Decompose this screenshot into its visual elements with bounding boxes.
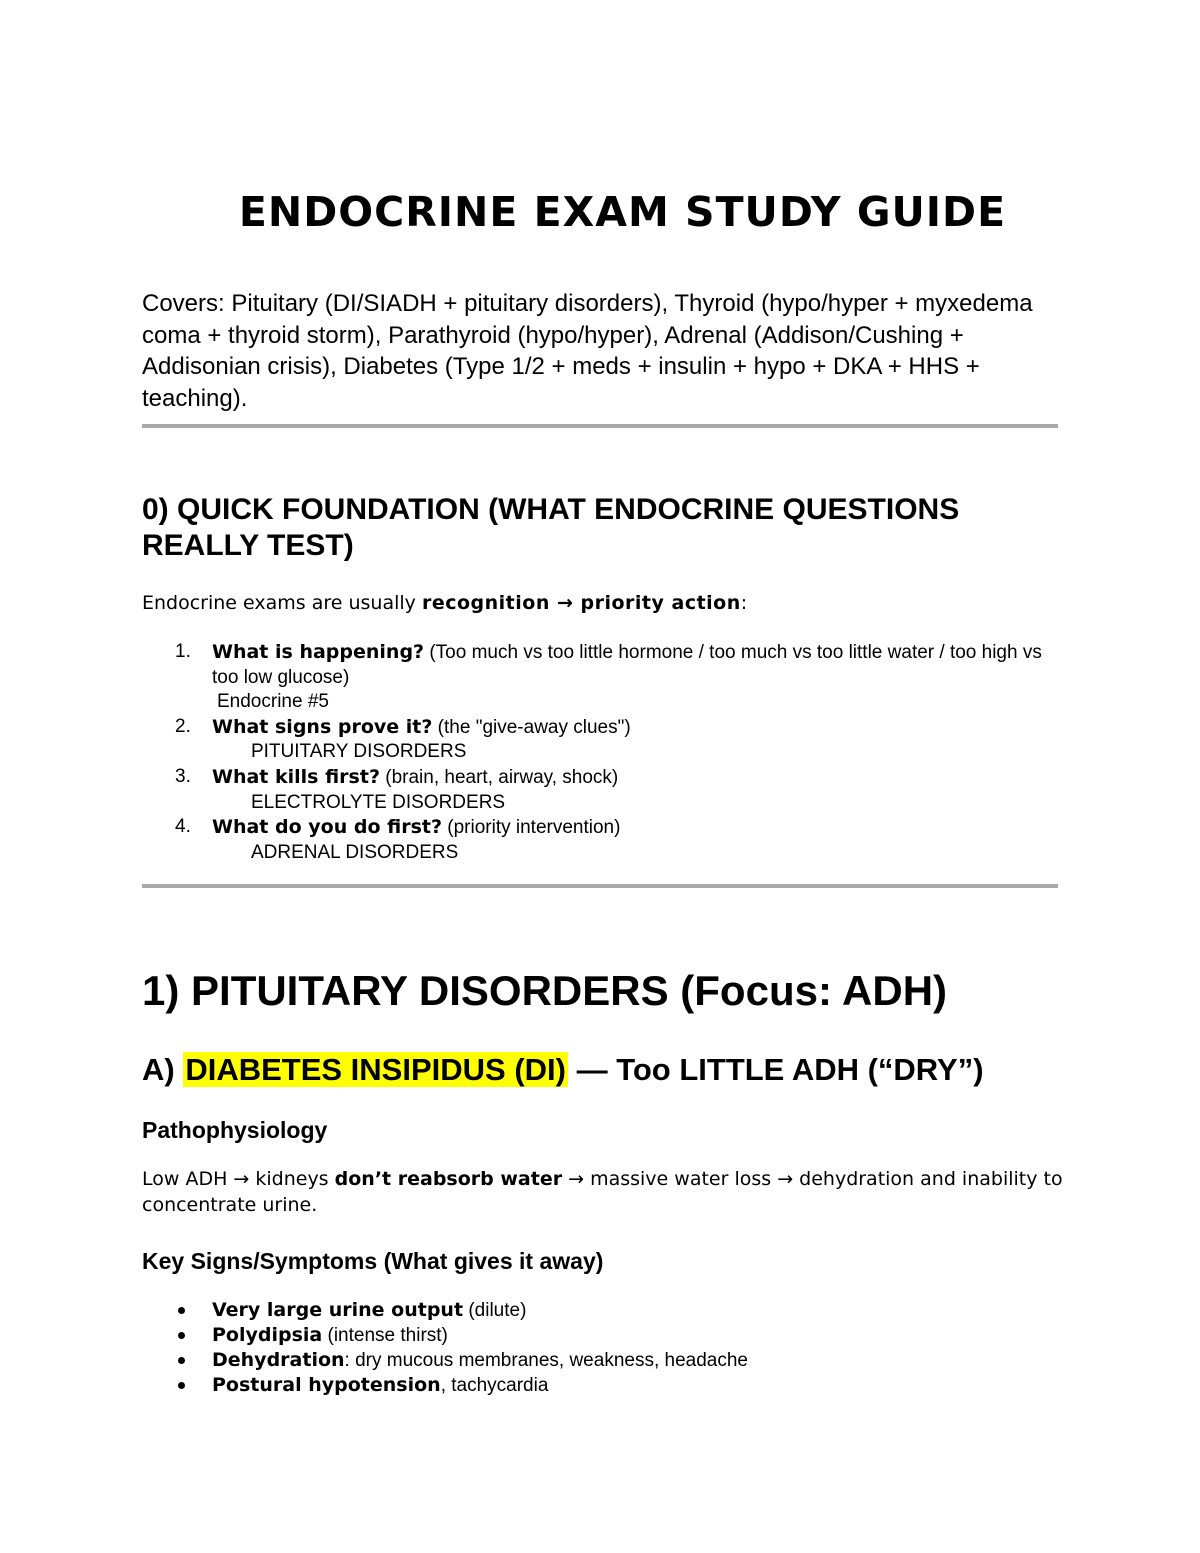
subsection-a-suffix: — Too LITTLE ADH (“DRY”) xyxy=(567,1052,984,1087)
intro-bold-text: recognition → priority action xyxy=(421,592,741,614)
sign-detail: (dilute) xyxy=(463,1300,527,1321)
covers-paragraph: Covers: Pituitary (DI/SIADH + pituitary disorders), Thyroid (hypo/hyper + myxedema coma + thyroid storm), Parathyroid (hypo/hyper), Adrenal (Addison/Cushing + Addisonian crisis), Diabetes (Type 1/2 + meds + insulin + hypo + DKA + HHS + teaching). xyxy=(142,290,1033,412)
list-item xyxy=(142,1348,748,1373)
pathophysiology-heading: Pathophysiology xyxy=(142,1117,328,1143)
list-sub-label: ADRENAL DISORDERS xyxy=(251,841,459,863)
section-divider xyxy=(142,884,1058,888)
document-title: ENDOCRINE EXAM STUDY GUIDE xyxy=(238,188,1007,236)
section-divider xyxy=(142,424,1058,428)
sign-term: Polydipsia xyxy=(212,1324,323,1346)
sign-term: Postural hypotension xyxy=(212,1374,441,1396)
signs-heading: Key Signs/Symptoms (What gives it away) xyxy=(142,1248,604,1274)
list-number: 3. xyxy=(175,765,191,787)
list-sub-label: Endocrine #5 xyxy=(217,691,329,713)
list-question: What signs prove it? xyxy=(212,715,433,738)
subsection-a-prefix: A) xyxy=(142,1052,184,1087)
signs-list xyxy=(142,1298,748,1398)
list-question: What kills first? xyxy=(212,765,380,788)
list-item xyxy=(142,815,1072,865)
list-detail: (Too much vs too little hormone / too much vs too little water / too high vs too low glucose) xyxy=(212,642,1042,688)
list-detail: (priority intervention) xyxy=(442,817,621,839)
bullet-icon xyxy=(178,1307,185,1314)
foundation-question-list xyxy=(142,640,1072,865)
sign-term: Very large urine output xyxy=(212,1299,464,1321)
list-detail: (brain, heart, airway, shock) xyxy=(379,766,619,788)
list-question: What is happening? xyxy=(212,641,425,663)
subsection-a-heading xyxy=(142,1050,984,1090)
list-item xyxy=(142,640,1072,715)
list-sub-label: PITUITARY DISORDERS xyxy=(251,741,467,763)
list-item xyxy=(142,765,1072,815)
list-item xyxy=(142,1298,748,1323)
sign-term: Dehydration xyxy=(212,1349,345,1371)
list-number: 1. xyxy=(175,641,191,662)
list-number: 2. xyxy=(175,715,191,737)
list-item xyxy=(142,715,1072,765)
section-0-intro xyxy=(142,589,747,617)
bullet-icon xyxy=(178,1382,185,1389)
list-item xyxy=(142,1373,748,1398)
list-item xyxy=(142,1323,748,1348)
bullet-icon xyxy=(178,1332,185,1339)
list-sub-label: ELECTROLYTE DISORDERS xyxy=(251,791,506,813)
section-1-heading: 1) PITUITARY DISORDERS (Focus: ADH) xyxy=(142,967,948,1014)
sign-detail: : dry mucous membranes, weakness, headache xyxy=(344,1350,748,1371)
patho-bold-text: don’t reabsorb water xyxy=(334,1168,563,1190)
sign-detail: , tachycardia xyxy=(440,1375,549,1396)
pathophysiology-text xyxy=(142,1166,1082,1218)
section-0-heading: 0) QUICK FOUNDATION (WHAT ENDOCRINE QUESTIONS REALLY TEST) xyxy=(142,493,960,562)
bullet-icon xyxy=(178,1357,185,1364)
patho-text-end: → massive water loss → dehydration and inability to concentrate urine. xyxy=(142,1168,1063,1216)
intro-text: Endocrine exams are usually xyxy=(142,592,422,614)
sign-detail: (intense thirst) xyxy=(322,1325,448,1346)
list-number: 4. xyxy=(175,816,191,838)
patho-text-start: Low ADH → kidneys xyxy=(142,1168,335,1190)
intro-colon: : xyxy=(740,592,748,614)
highlighted-term: DIABETES INSIPIDUS (DI) xyxy=(185,1052,566,1087)
list-detail: (the "give-away clues") xyxy=(432,716,631,738)
list-question: What do you do first? xyxy=(212,816,442,839)
